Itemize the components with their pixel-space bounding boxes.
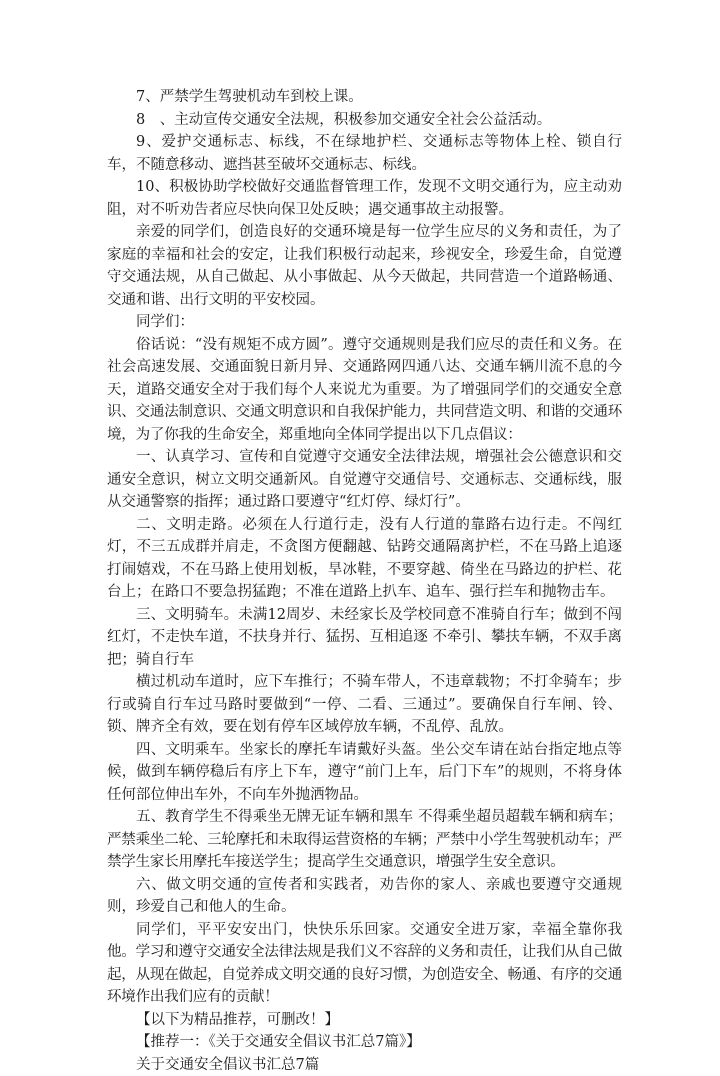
paragraph-point-3: 三、文明骑车。未满12周岁、未经家长及学校同意不准骑自行车；做到不闯红灯，不走快车道，不扶身并行、猛拐、互相追逐 不牵引、攀扶车辆，不双手离把；骑自行车 [107, 604, 622, 672]
paragraph-point-2: 二、文明走路。必须在人行道行走，没有人行道的靠路右边行走。不闯红灯，不三五成群并肩走，不贪图方便翻越、钻跨交通隔离护栏，不在马路上追逐打闹嬉戏，不在马路上使用划板，旱冰鞋，不要穿越、倚坐在马路边的护栏、花台上；在路口不要急拐猛跑；不准在道路上扒车、追车、强行拦车和抛物击车。 [107, 514, 622, 604]
paragraph-conclusion: 同学们，平平安安出门，快快乐乐回家。交通安全进万家，幸福全靠你我他。学习和遵守交通安全法律法规是我们义不容辞的义务和责任，让我们从自己做起，从现在做起，自觉养成文明交通的良好习惯，为创造安全、畅通、有序的交通环境作出我们应有的贡献！ [107, 919, 622, 1009]
paragraph-point-3-continued: 横过机动车道时，应下车推行；不骑车带人，不违章载物；不打伞骑车；步行或骑自行车过马路时要做到“一停、二看、三通过”。要确保自行车闸、铃、锁、牌齐全有效，要在划有停车区域停放车辆，不乱停、乱放。 [107, 671, 622, 739]
recommendation-title: 【推荐一：《关于交通安全倡议书汇总7篇》】 [107, 1031, 622, 1054]
paragraph-point-5: 五、教育学生不得乘坐无牌无证车辆和黑车 不得乘坐超员超载车辆和病车；严禁乘坐二轮、三轮摩托和未取得运营资格的车辆；严禁中小学生驾驶机动车；严禁学生家长用摩托车接送学生；提高学生交通意识，增强学生安全意识。 [107, 806, 622, 874]
paragraph-point-1: 一、认真学习、宣传和自觉遵守交通安全法律法规，增强社会公德意识和交通安全意识，树立文明交通新风。自觉遵守交通信号、交通标志、交通标线，服从交通警察的指挥；通过路口要遵守“红灯停、绿灯行”。 [107, 446, 622, 514]
paragraph-rule-9: 9、爱护交通标志、标线，不在绿地护栏、交通标志等物体上栓、锁自行车，不随意移动、遮挡甚至破坏交通标志、标线。 [107, 131, 622, 176]
paragraph-rule-8: 8 、主动宣传交通安全法规，积极参加交通安全社会公益活动。 [107, 109, 622, 132]
paragraph-rule-10: 10、积极协助学校做好交通监督管理工作，发现不文明交通行为，应主动劝阻，对不听劝告者应尽快向保卫处反映；遇交通事故主动报警。 [107, 176, 622, 221]
paragraph-point-6: 六、做文明交通的宣传者和实践者，劝告你的家人、亲戚也要遵守交通规则，珍爱自己和他人的生命。 [107, 874, 622, 919]
recommendation-subtitle: 关于交通安全倡议书汇总7篇 [107, 1054, 622, 1076]
paragraph-closing-appeal: 亲爱的同学们，创造良好的交通环境是每一位学生应尽的义务和责任，为了家庭的幸福和社会的安定，让我们积极行动起来，珍视安全，珍爱生命，自觉遵守交通法规，从自己做起、从小事做起、从今天做起，共同营造一个道路畅通、交通和谐、出行文明的平安校园。 [107, 221, 622, 311]
recommendation-notice: 【以下为精品推荐，可删改！】 [107, 1009, 622, 1032]
paragraph-salutation: 同学们： [107, 311, 622, 334]
paragraph-proverb-intro: 俗话说：“没有规矩不成方圆”。遵守交通规则是我们应尽的责任和义务。在社会高速发展、交通面貌日新月异、交通路网四通八达、交通车辆川流不息的今天，道路交通安全对于我们每个人来说尤为重要。为了增强同学们的交通安全意识、交通法制意识、交通文明意识和自我保护能力，共同营造文明、和谐的交通环境，为了你我的生命安全，郑重地向全体同学提出以下几点倡议： [107, 334, 622, 447]
paragraph-point-4: 四、文明乘车。坐家长的摩托车请戴好头盔。坐公交车请在站台指定地点等候，做到车辆停稳后有序上下车，遵守“前门上车，后门下车”的规则，不将身体任何部位伸出车外，不向车外抛洒物品。 [107, 739, 622, 807]
document-body [107, 86, 622, 1076]
paragraph-rule-7: 7、严禁学生驾驶机动车到校上课。 [107, 86, 622, 109]
